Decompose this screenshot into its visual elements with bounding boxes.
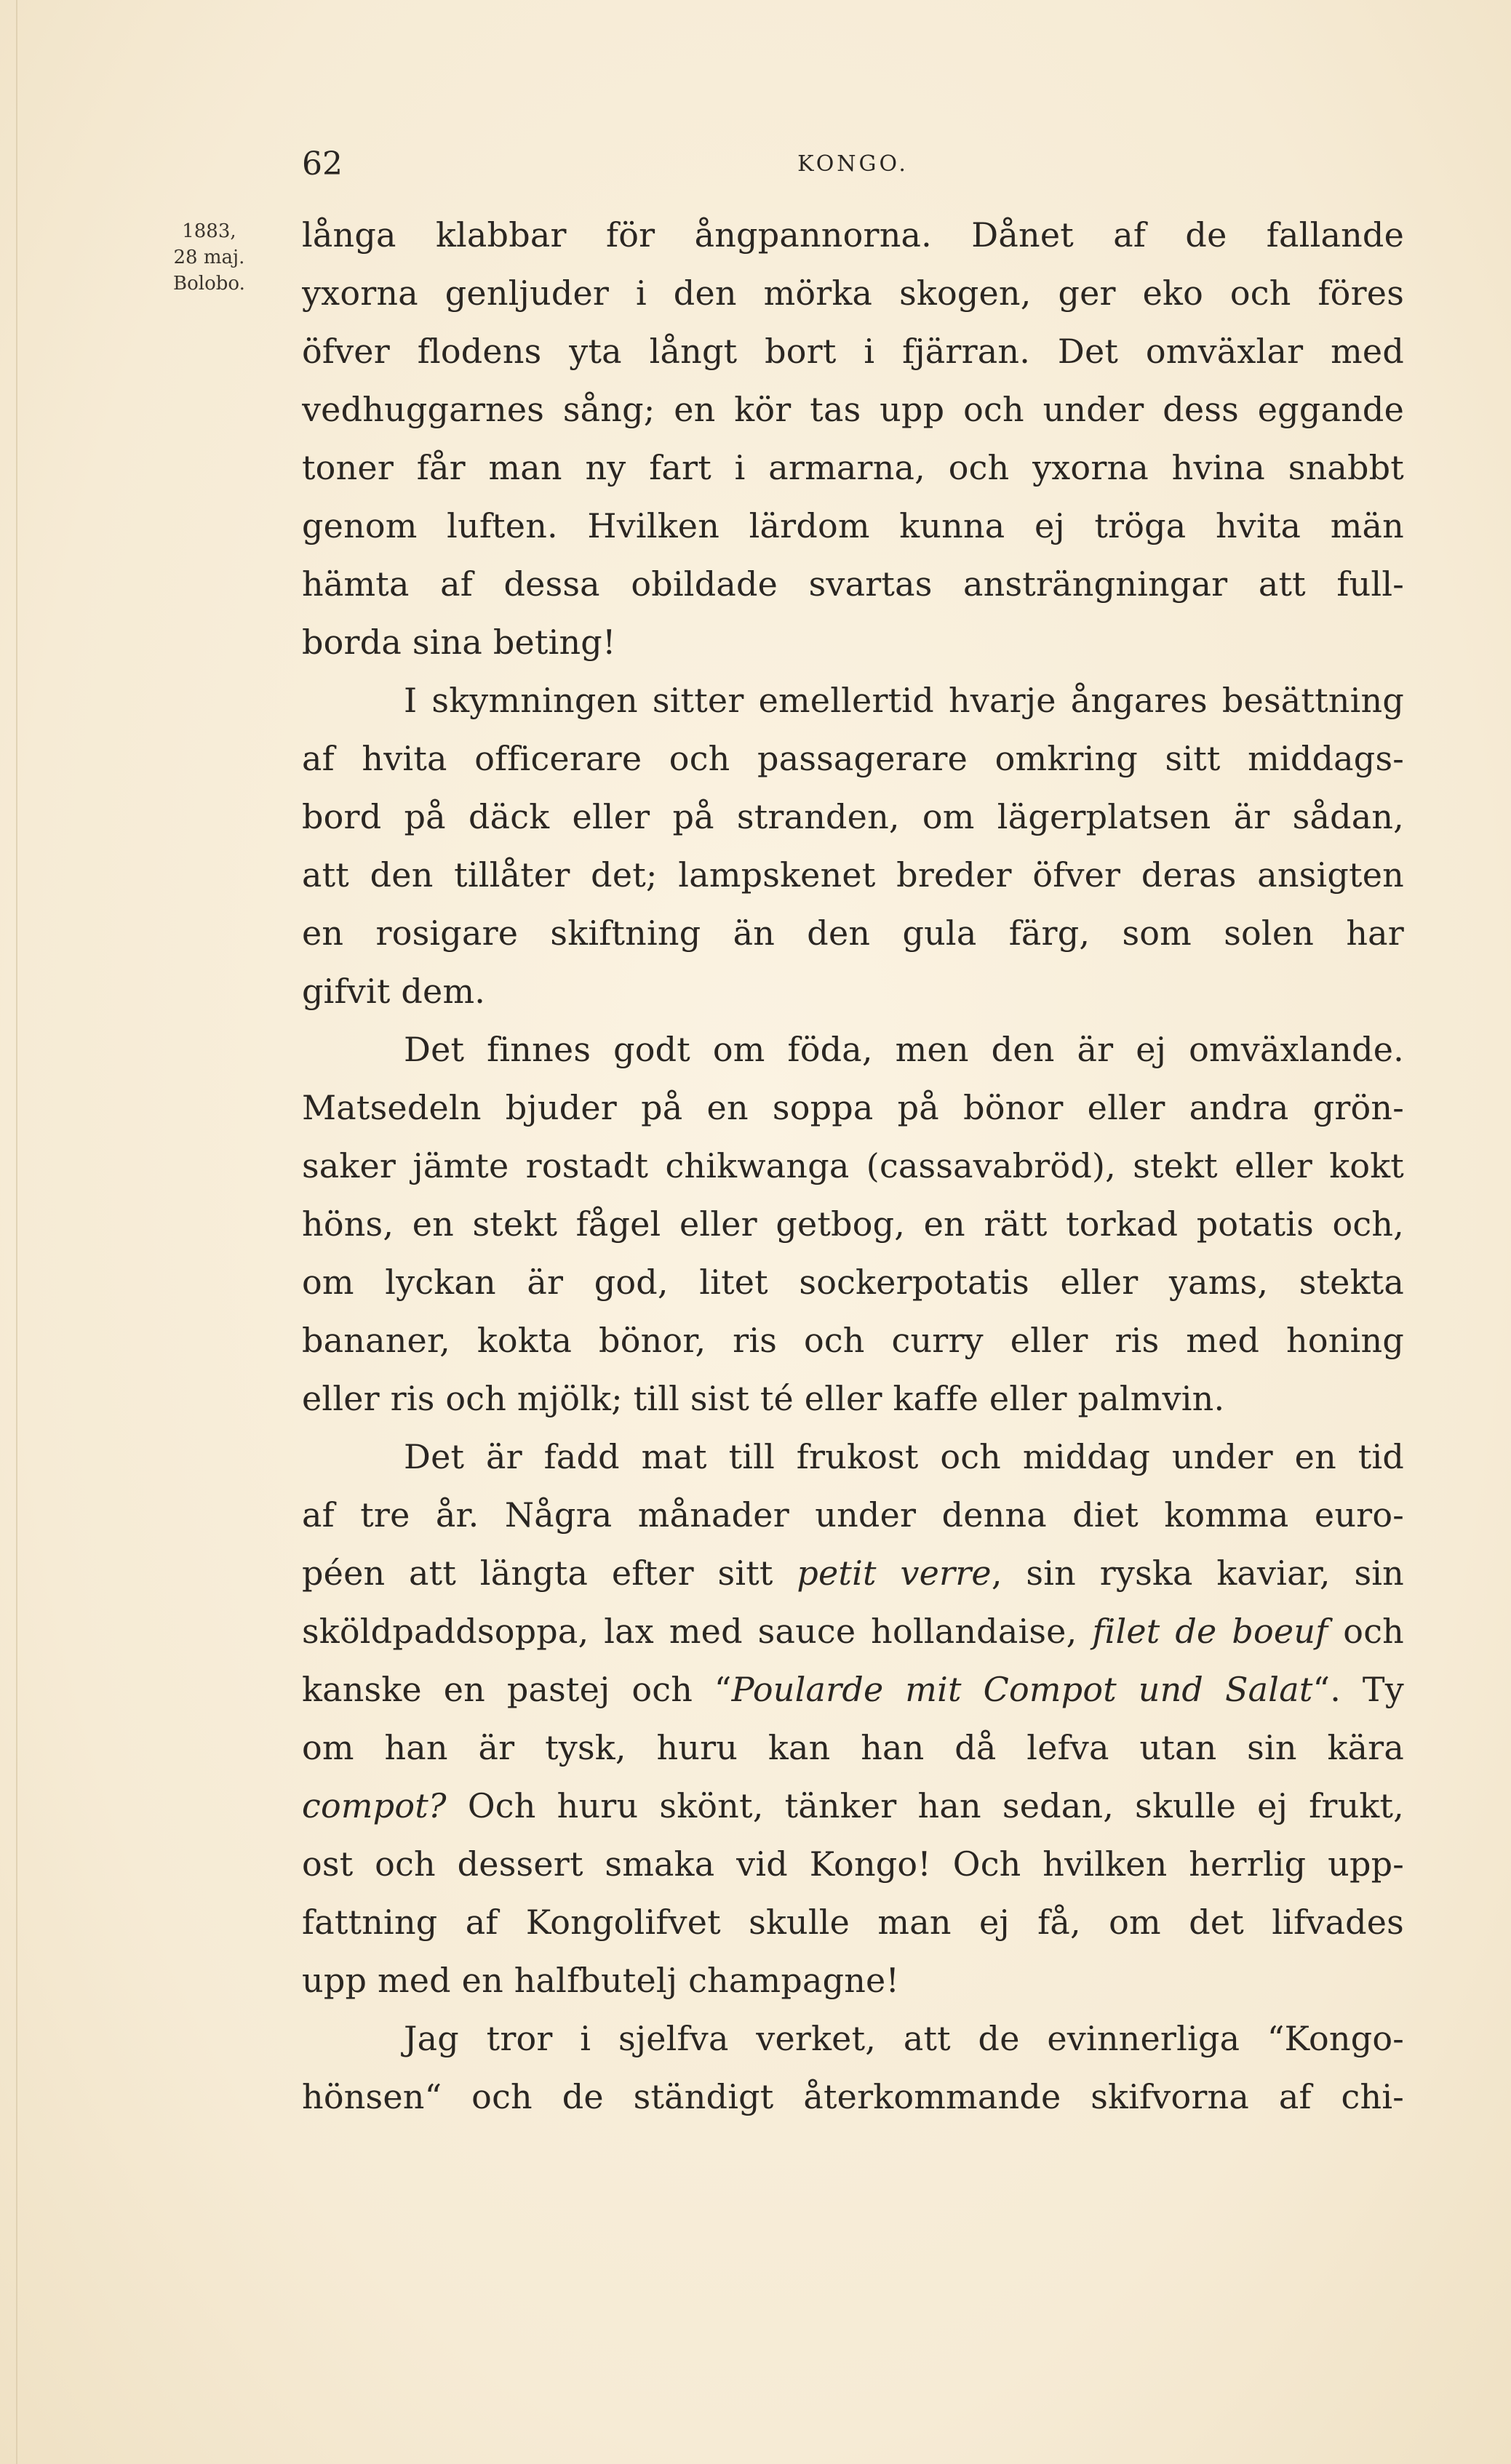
text-line: af hvita officerare och passagerare omkring sitt middags- [302, 739, 1404, 778]
text-line: Det är fadd mat till frukost och middag under en tid [404, 1437, 1404, 1476]
text-line: vedhuggarnes sång; en kör tas upp och under dess eggande [302, 390, 1404, 429]
text-line: péen att längta efter sitt petit verre, sin ryska kaviar, sin [302, 1553, 1404, 1593]
text-line: höns, en stekt fågel eller getbog, en rätt torkad potatis och, [302, 1204, 1404, 1244]
text-line: gifvit dem. [302, 972, 486, 1011]
text-line: upp med en halfbutelj champagne! [302, 1961, 900, 2000]
text-line: långa klabbar för ångpannorna. Dånet af de fallande [302, 215, 1404, 255]
text-line: saker jämte rostadt chikwanga (cassavabröd), stekt eller kokt [302, 1146, 1404, 1185]
text-line: öfver flodens yta långt bort i fjärran. Det omväxlar med [302, 332, 1404, 371]
running-title: KONGO. [797, 151, 909, 177]
text-line: hämta af dessa obildade svartas ansträngningar att full- [302, 564, 1404, 604]
text-line: om han är tysk, huru kan han då lefva utan sin kära [302, 1728, 1404, 1767]
text-line: Matsedeln bjuder på en soppa på bönor eller andra grön- [302, 1088, 1404, 1127]
text-line: borda sina beting! [302, 623, 616, 662]
text-line: att den tillåter det; lampskenet breder öfver deras ansigten [302, 855, 1404, 895]
text-line: eller ris och mjölk; till sist té eller kaffe eller palmvin. [302, 1379, 1225, 1418]
text-line: genom luften. Hvilken lärdom kunna ej tröga hvita män [302, 506, 1404, 545]
text-line: bananer, kokta bönor, ris och curry eller ris med honing [302, 1321, 1404, 1360]
margin-note-year: 1883, [182, 220, 236, 242]
text-line: sköldpaddsoppa, lax med sauce hollandaise, filet de boeuf och [302, 1612, 1404, 1651]
text-line: fattning af Kongolifvet skulle man ej få, om det lifvades [302, 1903, 1404, 1942]
text-line: compot? Och huru skönt, tänker han sedan, skulle ej frukt, [302, 1786, 1404, 1825]
text-line: en rosigare skiftning än den gula färg, som solen har [302, 913, 1404, 953]
page-edge [16, 0, 17, 2464]
text-line: yxorna genljuder i den mörka skogen, ger eko och föres [302, 273, 1404, 313]
text-line: I skymningen sitter emellertid hvarje ångares besättning [404, 681, 1404, 720]
margin-note-place: Bolobo. [173, 273, 245, 295]
text-line: bord på däck eller på stranden, om lägerplatsen är sådan, [302, 797, 1404, 836]
body-text [302, 206, 1404, 2126]
text-line: af tre år. Några månader under denna diet komma euro- [302, 1495, 1404, 1535]
text-line: ost och dessert smaka vid Kongo! Och hvilken herrlig upp- [302, 1844, 1404, 1884]
text-line: toner får man ny fart i armarna, och yxorna hvina snabbt [302, 448, 1404, 487]
text-line: Jag tror i sjelfva verket, att de evinnerliga “Kongo- [404, 2019, 1404, 2058]
margin-note [173, 218, 245, 297]
page-number: 62 [302, 145, 343, 183]
text-line: hönsen“ och de ständigt återkommande skifvorna af chi- [302, 2077, 1404, 2116]
text-line: kanske en pastej och “Poularde mit Compot und Salat“. Ty [302, 1670, 1404, 1709]
text-line: om lyckan är god, litet sockerpotatis eller yams, stekta [302, 1263, 1404, 1302]
page-header [302, 143, 1404, 186]
margin-note-date: 28 maj. [173, 247, 245, 268]
text-line: Det finnes godt om föda, men den är ej omväxlande. [404, 1030, 1404, 1069]
